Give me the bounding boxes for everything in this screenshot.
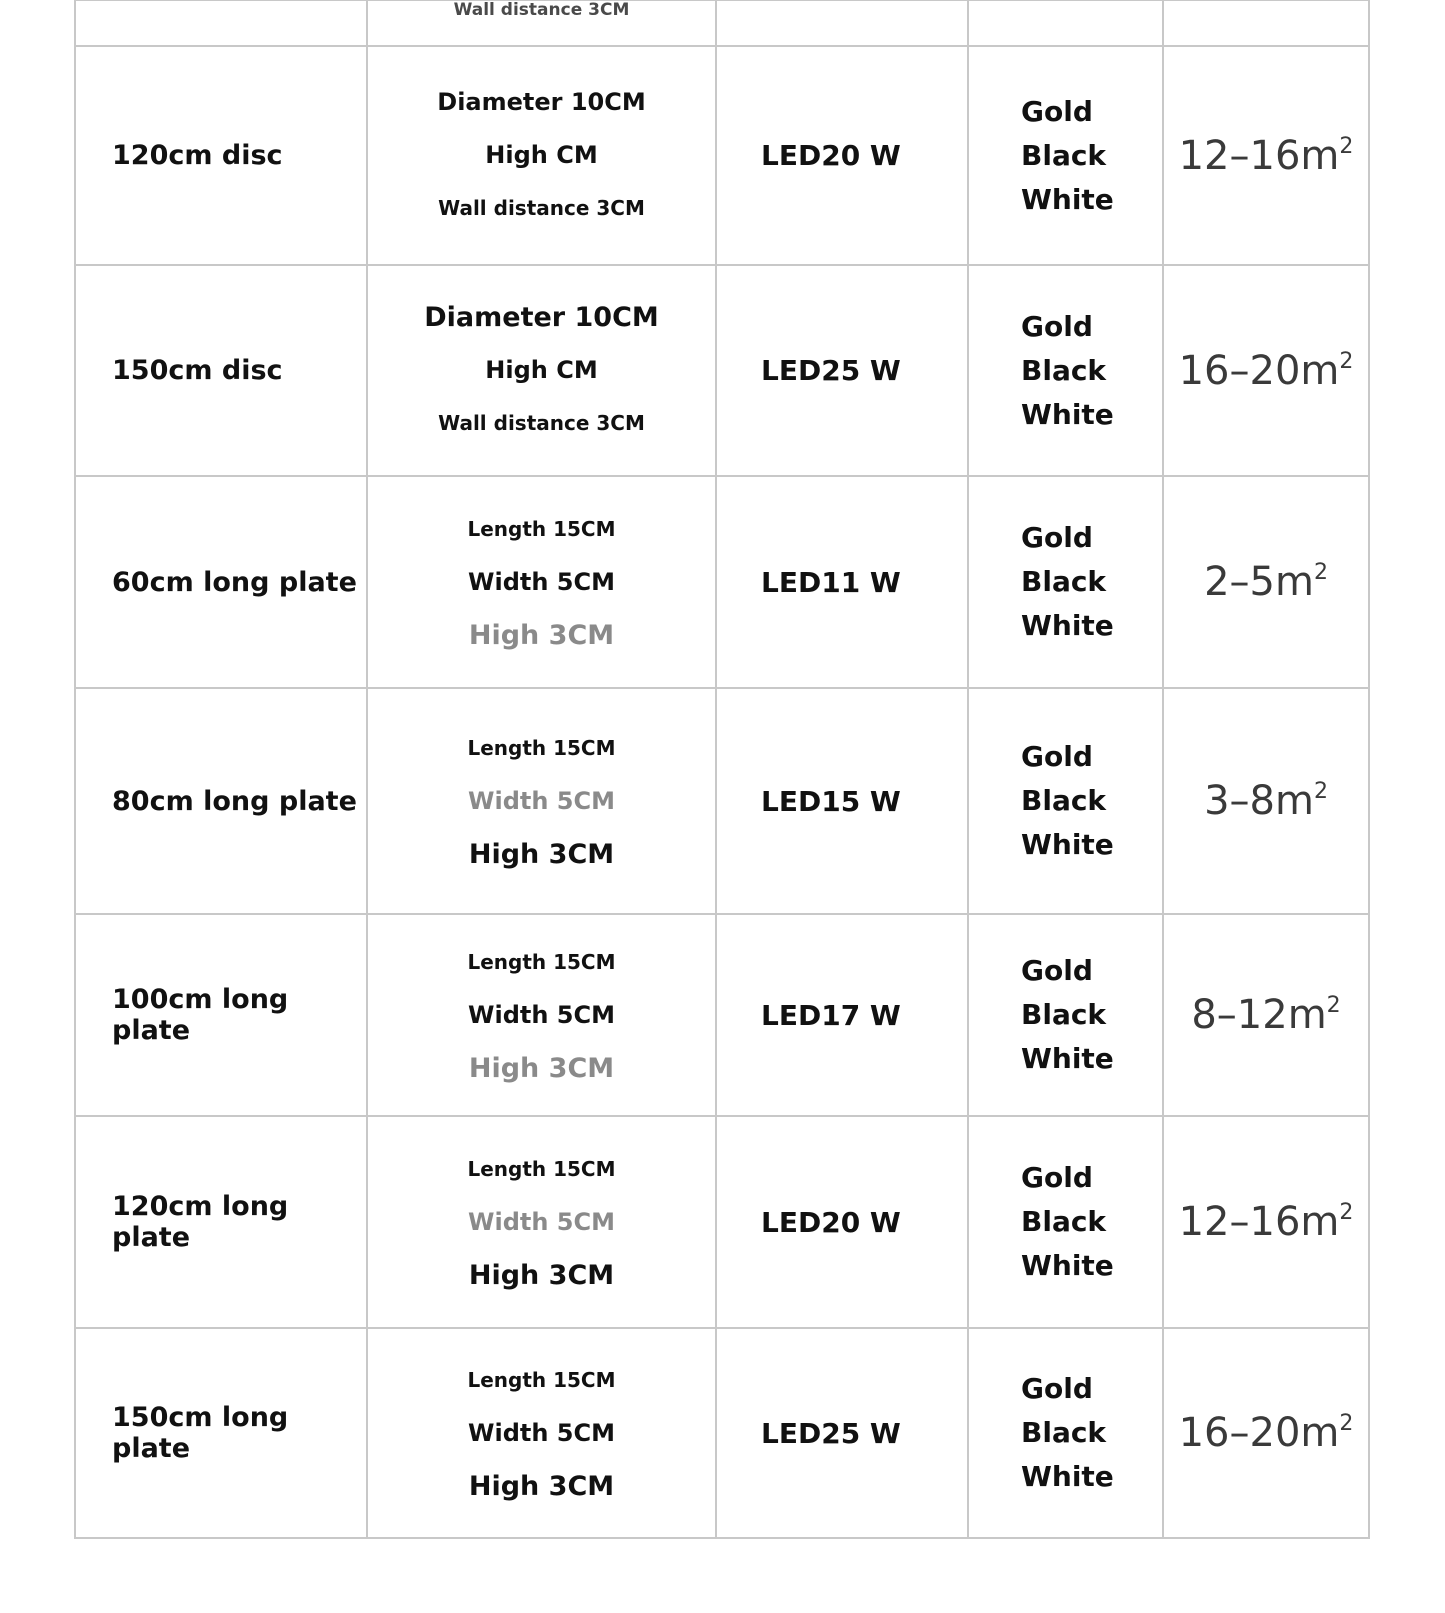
power-cell [716,1328,968,1538]
color-option: White [1021,828,1114,861]
color-option: Gold [1021,954,1093,987]
area-unit-superscript: 2 [1339,1411,1354,1436]
table-row [75,46,1369,265]
color-cell [968,914,1163,1116]
color-option: Black [1021,353,1107,387]
size-line: Length 15CM [467,735,616,760]
size-line: Diameter 10CM [437,88,646,116]
table-row [75,688,1369,914]
model-label: 100cm long plate [112,984,289,1046]
power-label: LED25 W [761,354,901,387]
size-cell [367,914,716,1116]
model-cell [75,46,367,265]
size-cell [367,1116,716,1328]
area-unit-superscript: 2 [1339,348,1354,374]
color-option: Black [1021,784,1107,817]
color-option: Black [1021,1205,1107,1238]
power-cell [716,914,968,1116]
size-line: Length 15CM [467,1367,616,1392]
power-cell [716,46,968,265]
size-cell [367,688,716,914]
color-cell [968,688,1163,914]
area-value: 12–16m [1178,1199,1340,1245]
spec-table-body [75,0,1369,1538]
color-option: Gold [1021,740,1093,773]
power-cell [716,476,968,688]
power-cell [716,1116,968,1328]
area-cell [1163,46,1369,265]
color-option: White [1021,1460,1114,1493]
color-option: Gold [1021,1372,1093,1405]
size-line: Wall distance 3CM [453,0,630,20]
size-cell [367,0,716,46]
color-option: White [1021,182,1114,216]
cell-empty [75,0,367,46]
size-line: High 3CM [468,838,615,870]
size-line: High 3CM [468,1470,615,1502]
size-line: Width 5CM [468,786,615,815]
model-label: 80cm long plate [112,785,357,817]
area-unit-superscript: 2 [1339,1200,1354,1225]
model-cell [75,476,367,688]
model-cell [75,688,367,914]
area-unit-superscript: 2 [1313,779,1328,804]
power-cell [716,265,968,476]
size-line: Length 15CM [467,516,616,541]
table-row [75,265,1369,476]
power-label: LED25 W [761,1416,901,1450]
size-cell [367,46,716,265]
size-line: High 3CM [468,619,615,651]
color-option: Black [1021,1416,1107,1449]
table-row [75,1328,1369,1538]
power-label: LED20 W [761,139,901,172]
color-option: Gold [1021,94,1093,128]
color-option: White [1021,1042,1114,1075]
power-label: LED20 W [761,1205,901,1239]
cell-empty [968,0,1163,46]
power-label: LED15 W [761,784,901,818]
model-label: 150cm long plate [112,1402,289,1464]
size-cell [367,265,716,476]
cell-empty [1163,0,1369,46]
color-option: White [1021,1249,1114,1282]
area-cell [1163,688,1369,914]
color-option: Black [1021,565,1107,598]
area-unit-superscript: 2 [1313,560,1328,585]
area-value: 8–12m [1191,992,1327,1038]
color-option: Black [1021,998,1107,1031]
area-value: 3–8m [1204,778,1314,824]
area-value: 2–5m [1204,559,1314,605]
area-cell [1163,1116,1369,1328]
size-line: Length 15CM [467,949,616,974]
color-option: Black [1021,138,1107,172]
model-cell [75,1328,367,1538]
cell-empty [716,0,968,46]
size-line: High CM [485,141,598,169]
area-value: 16–20m [1178,347,1340,394]
size-line: High 3CM [468,1259,615,1291]
size-line: Length 15CM [467,1156,616,1181]
color-cell [968,46,1163,265]
size-line: High CM [485,356,598,384]
size-cell [367,1328,716,1538]
model-label: 150cm disc [112,355,283,386]
power-cell [716,688,968,914]
table-row [75,914,1369,1116]
model-label: 120cm disc [112,140,283,171]
spec-table [74,0,1370,1539]
power-label: LED11 W [761,565,901,599]
size-line: Width 5CM [468,567,615,596]
color-option: Gold [1021,521,1093,554]
color-option: Gold [1021,309,1093,343]
area-unit-superscript: 2 [1326,993,1341,1018]
size-line: Wall distance 3CM [438,196,645,220]
area-cell [1163,1328,1369,1538]
size-line: Diameter 10CM [424,302,659,333]
model-cell [75,1116,367,1328]
color-option: White [1021,397,1114,431]
area-value: 16–20m [1178,1410,1340,1456]
area-cell [1163,476,1369,688]
size-line: Wall distance 3CM [438,411,645,435]
color-cell [968,265,1163,476]
size-line: Width 5CM [468,1418,615,1447]
table-row-top [75,0,1369,46]
model-cell [75,265,367,476]
table-row [75,476,1369,688]
table-row [75,1116,1369,1328]
color-option: White [1021,609,1114,642]
model-label: 120cm long plate [112,1191,289,1253]
area-cell [1163,265,1369,476]
size-cell [367,476,716,688]
color-option: Gold [1021,1161,1093,1194]
model-label: 60cm long plate [112,566,357,598]
area-cell [1163,914,1369,1116]
size-line: Width 5CM [468,1000,615,1029]
model-cell [75,914,367,1116]
size-line: High 3CM [468,1052,615,1084]
color-cell [968,476,1163,688]
area-value: 12–16m [1178,132,1340,179]
area-unit-superscript: 2 [1339,133,1354,159]
power-label: LED17 W [761,998,901,1032]
color-cell [968,1116,1163,1328]
size-line: Width 5CM [468,1207,615,1236]
color-cell [968,1328,1163,1538]
